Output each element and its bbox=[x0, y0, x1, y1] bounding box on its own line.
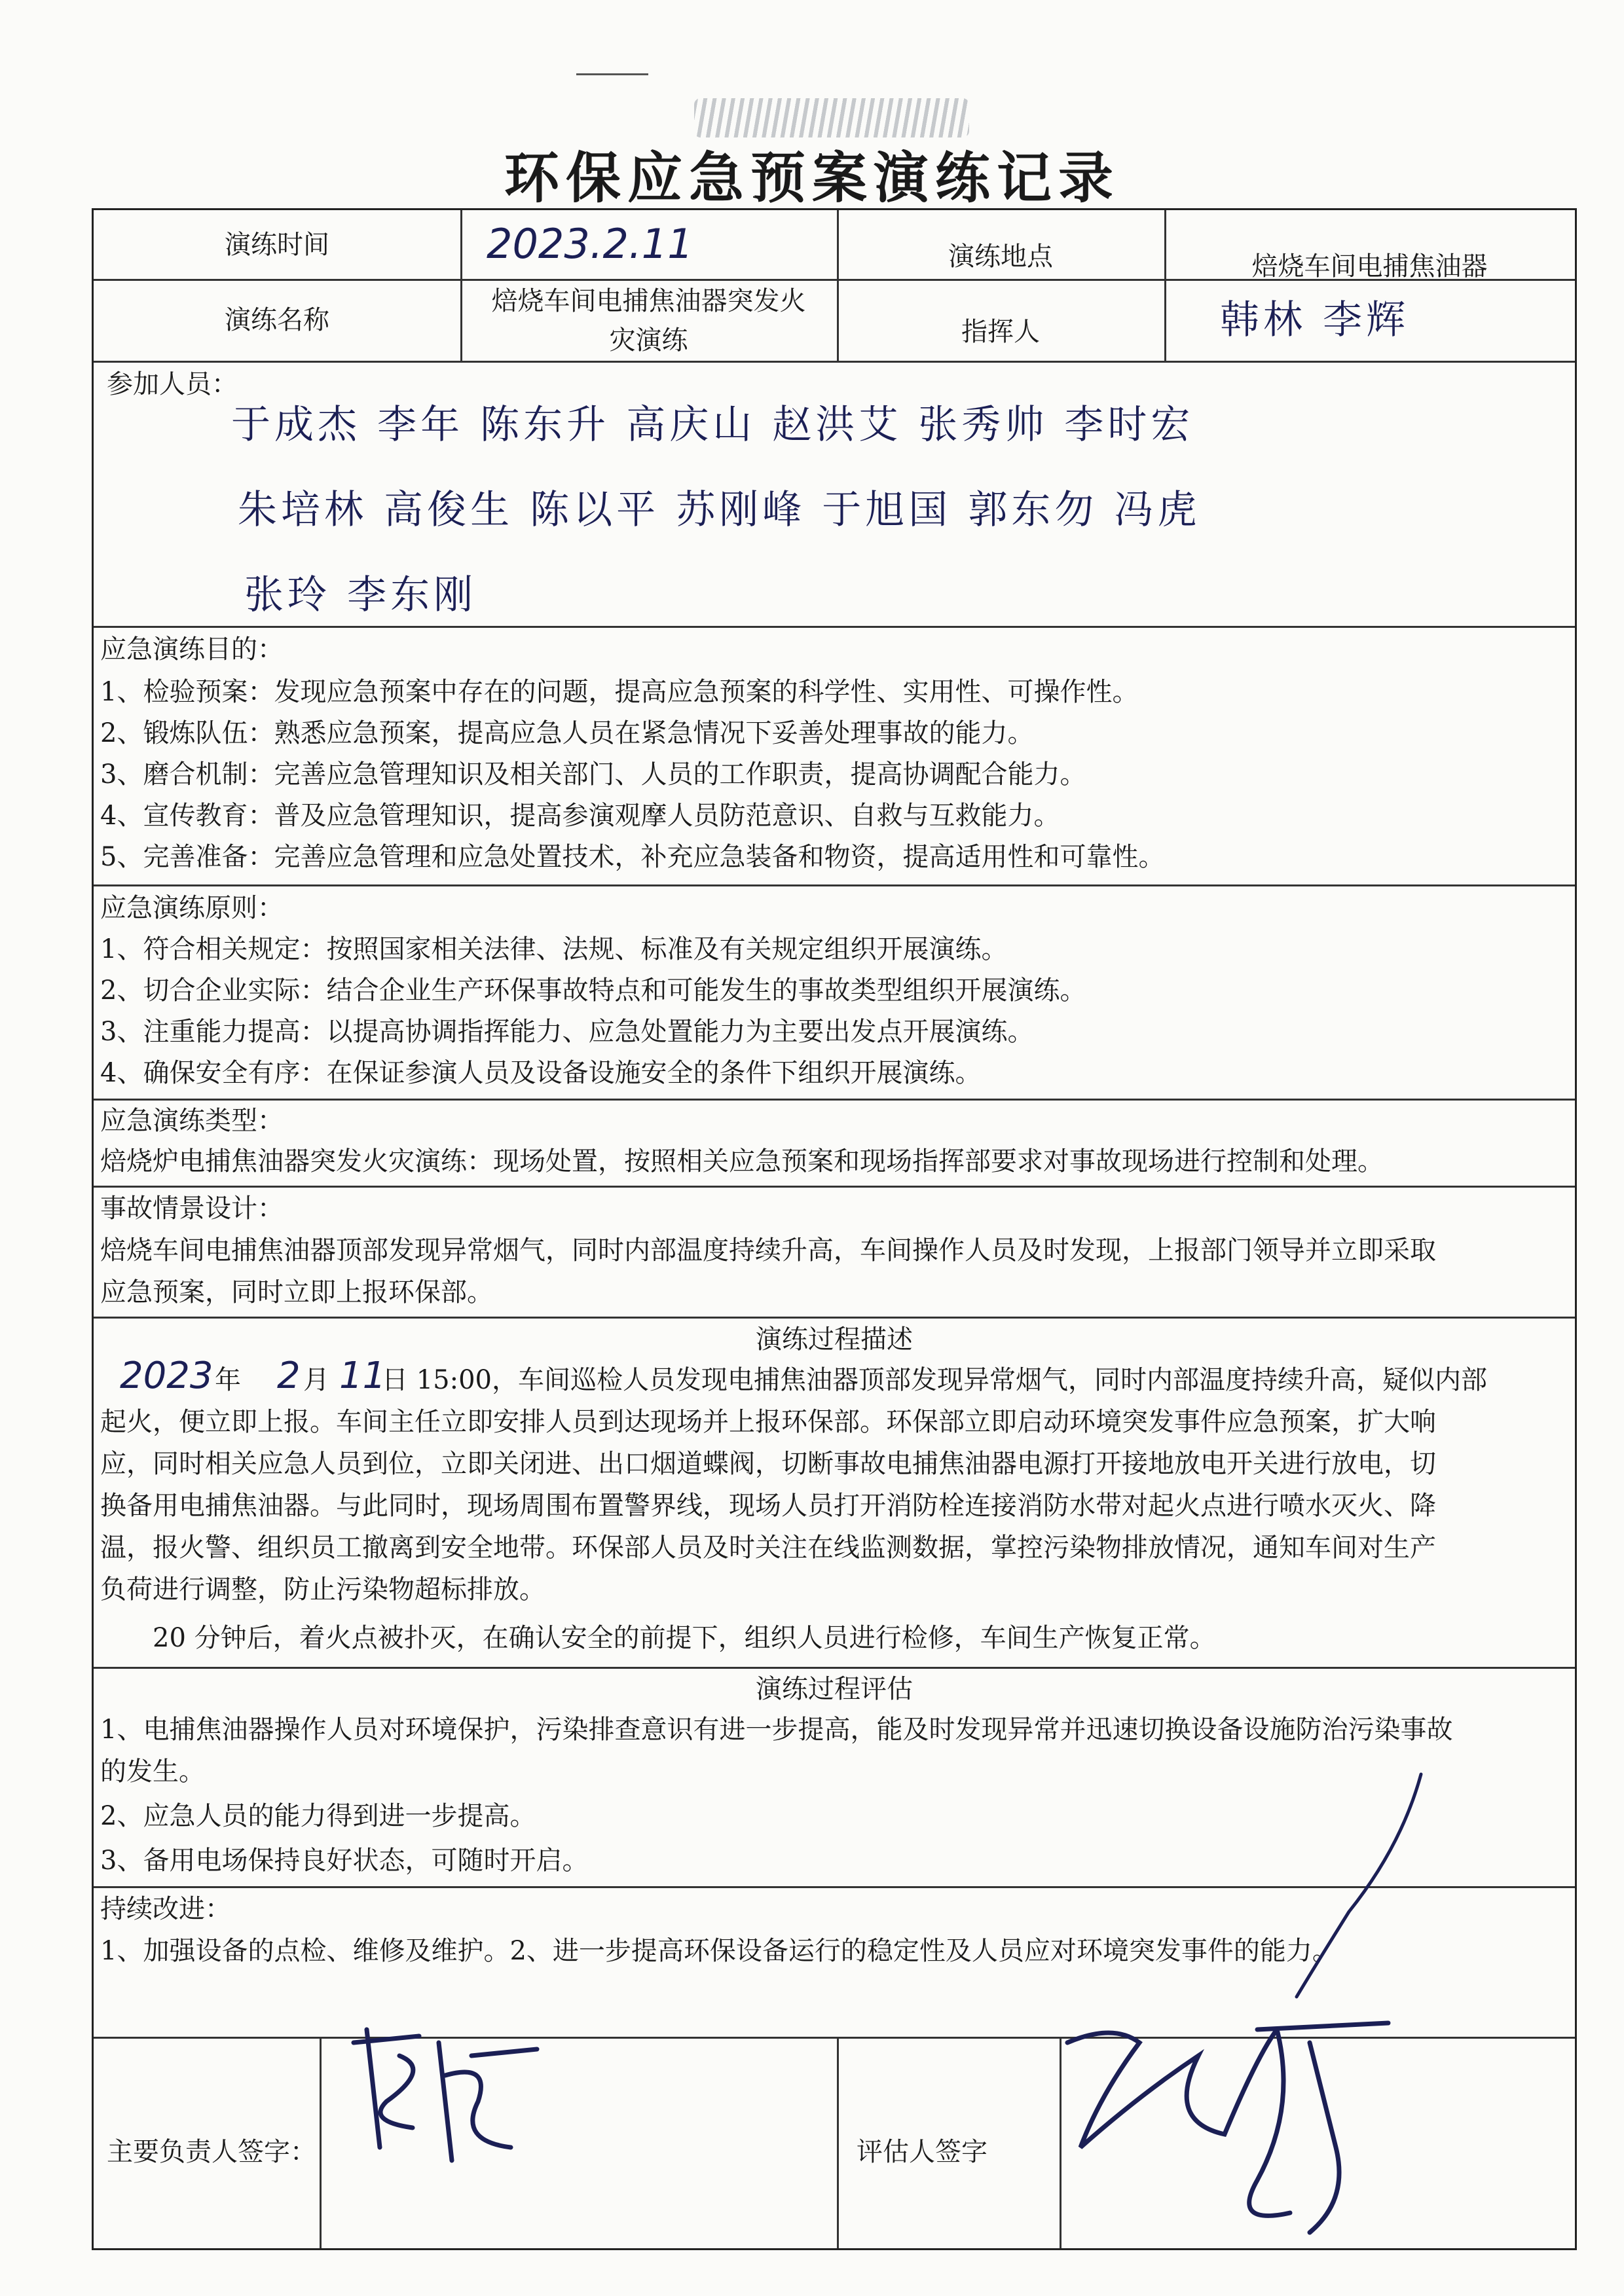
sig-col-divider-2 bbox=[837, 2037, 839, 2248]
process-line-3: 应，同时相关应急人员到位，立即关闭进、出口烟道蝶阀，切断事故电捕焦油器电源打开接地放电开关进行放电，切 bbox=[100, 1449, 1436, 1479]
place-value: 焙烧车间电捕焦油器 bbox=[1251, 251, 1488, 282]
leader-signature-label: 主要负责人签字： bbox=[107, 2137, 316, 2167]
process-line-2: 起火，便立即上报。车间主任立即安排人员到达现场并上报环保部。环保部立即启动环境突发事件应急预案，扩大响 bbox=[100, 1407, 1436, 1437]
redacted-header-mark bbox=[694, 98, 969, 137]
purpose-item-3: 3、磨合机制：完善应急管理知识及相关部门、人员的工作职责，提高协调配合能力。 bbox=[100, 759, 1086, 790]
improvement-heading: 持续改进： bbox=[100, 1894, 231, 1924]
evaluation-line-4: 3、备用电场保持良好状态，可随时开启。 bbox=[100, 1846, 589, 1876]
sig-col-divider-1 bbox=[320, 2037, 322, 2248]
drill-type-text: 焙烧炉电捕焦油器突发火灾演练：现场处置，按照相关应急预案和现场指挥部要求对事故现场进行控制和处理。 bbox=[100, 1146, 1384, 1176]
process-line-6: 负荷进行调整，防止污染物超标排放。 bbox=[100, 1575, 545, 1605]
evaluation-line-2: 的发生。 bbox=[100, 1757, 205, 1787]
process-month-handwritten: 2 bbox=[277, 1355, 301, 1397]
place-label: 演练地点 bbox=[948, 242, 1053, 272]
stray-pen-mark bbox=[1290, 1768, 1460, 2003]
row-divider-7 bbox=[94, 1317, 1575, 1319]
row-divider-6 bbox=[94, 1186, 1575, 1188]
row-divider-4 bbox=[94, 884, 1575, 886]
commander-signature: 韩林 李辉 bbox=[1220, 297, 1410, 343]
process-line-4: 换备用电捕焦油器。与此同时，现场周围布置警界线，现场人员打开消防栓连接消防水带对起火点进行喷水灭火、降 bbox=[100, 1491, 1436, 1521]
top-mark-line bbox=[576, 73, 648, 75]
time-label: 演练时间 bbox=[225, 230, 329, 260]
process-first-line-rest: 日 15:00，车间巡检人员发现电捕焦油器顶部发现异常烟气，同时内部温度持续升高，疑似内部 bbox=[382, 1365, 1487, 1395]
evaluation-line-1: 1、电捕焦油器操作人员对环境保护，污染排查意识有进一步提高，能及时发现异常并迅速切换设备设施防治污染事故 bbox=[100, 1715, 1453, 1745]
process-day-handwritten: 11 bbox=[339, 1355, 386, 1397]
purpose-item-4: 4、宣传教育：普及应急管理知识，提高参演观摩人员防范意识、自救与互救能力。 bbox=[100, 801, 1060, 831]
scenario-line2: 应急预案，同时立即上报环保部。 bbox=[100, 1277, 493, 1307]
principles-item-1: 1、符合相关规定：按照国家相关法律、法规、标准及有关规定组织开展演练。 bbox=[100, 934, 1008, 964]
process-year-handwritten: 2023 bbox=[120, 1355, 213, 1397]
document-title: 环保应急预案演练记录 bbox=[504, 145, 1120, 210]
participants-label: 参加人员： bbox=[107, 369, 238, 399]
row-divider-2 bbox=[94, 361, 1575, 363]
name-value-line1: 焙烧车间电捕焦油器突发火 bbox=[491, 286, 806, 316]
scenario-line1: 焙烧车间电捕焦油器顶部发现异常烟气，同时内部温度持续升高，车间操作人员及时发现，上报部门领导并立即采取 bbox=[100, 1235, 1436, 1266]
evaluator-signature-label: 评估人签字 bbox=[857, 2137, 987, 2167]
evaluation-heading: 演练过程评估 bbox=[756, 1674, 913, 1704]
participants-line1: 于成杰 李年 陈东升 高庆山 赵洪艾 张秀帅 李时宏 bbox=[231, 402, 1194, 448]
participants-line3: 张玲 李东刚 bbox=[244, 572, 477, 618]
improvement-text: 1、加强设备的点检、维修及维护。2、进一步提高环保设备运行的稳定性及人员应对环境突发事件的能力。 bbox=[100, 1936, 1338, 1966]
purpose-item-2: 2、锻炼队伍：熟悉应急预案，提高应急人员在紧急情况下妥善处理事故的能力。 bbox=[100, 718, 1034, 748]
process-closing: 20 分钟后，着火点被扑灭，在确认安全的前提下，组织人员进行检修，车间生产恢复正常。 bbox=[153, 1623, 1216, 1653]
purpose-item-5: 5、完善准备：完善应急管理和应急处置技术，补充应急装备和物资，提高适用性和可靠性。 bbox=[100, 842, 1165, 872]
name-label: 演练名称 bbox=[225, 305, 329, 335]
participants-line2: 朱培林 高俊生 陈以平 苏刚峰 于旭国 郭东勿 冯虎 bbox=[238, 487, 1201, 533]
principles-item-2: 2、切合企业实际：结合企业生产环保事故特点和可能发生的事故类型组织开展演练。 bbox=[100, 975, 1086, 1006]
purpose-item-1: 1、检验预案：发现应急预案中存在的问题，提高应急预案的科学性、实用性、可操作性。 bbox=[100, 677, 1139, 707]
evaluator-signature-scribble bbox=[1061, 2016, 1428, 2239]
row-divider-3 bbox=[94, 626, 1575, 628]
scenario-heading: 事故情景设计： bbox=[100, 1194, 284, 1224]
drill-type-heading: 应急演练类型： bbox=[100, 1106, 284, 1136]
row-divider-5 bbox=[94, 1099, 1575, 1101]
name-value-line2: 灾演练 bbox=[609, 325, 688, 355]
process-line-5: 温，报火警、组织员工撤离到安全地带。环保部人员及时关注在线监测数据，掌控污染物排放情况，通知车间对生产 bbox=[100, 1533, 1436, 1563]
time-value-handwritten: 2023.2.11 bbox=[487, 220, 693, 268]
principles-heading: 应急演练原则： bbox=[100, 893, 284, 923]
commander-label: 指挥人 bbox=[961, 317, 1040, 347]
principles-item-4: 4、确保安全有序：在保证参演人员及设备设施安全的条件下组织开展演练。 bbox=[100, 1058, 982, 1088]
process-heading: 演练过程描述 bbox=[756, 1324, 913, 1355]
leader-signature-scribble bbox=[341, 2016, 550, 2174]
principles-item-3: 3、注重能力提高：以提高协调指挥能力、应急处置能力为主要出发点开展演练。 bbox=[100, 1017, 1034, 1047]
purpose-heading: 应急演练目的： bbox=[100, 634, 284, 665]
process-year-suffix: 年 bbox=[215, 1365, 241, 1395]
evaluation-line-3: 2、应急人员的能力得到进一步提高。 bbox=[100, 1801, 536, 1831]
process-month-suffix: 月 bbox=[303, 1365, 329, 1395]
